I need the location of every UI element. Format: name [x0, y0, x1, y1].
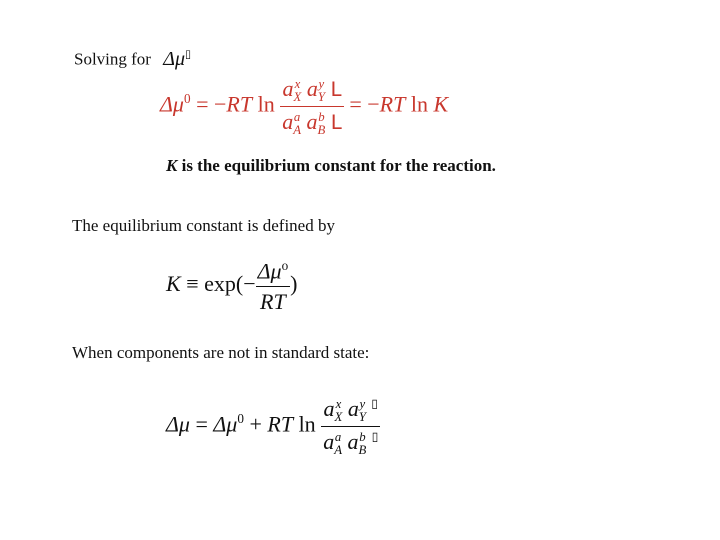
eq1-equals-minus-2: = − — [349, 91, 380, 117]
equation-k-definition — [166, 258, 298, 314]
eq3-delta-mu-zero: Δμ — [213, 411, 238, 437]
equation-delta-mu-general — [166, 396, 380, 456]
eq3-rt: RT — [267, 411, 294, 437]
eq3-sup-zero: 0 — [237, 410, 244, 426]
eq3-den-script1 — [334, 431, 342, 457]
eq1-den-sub2: B — [317, 122, 326, 137]
eq1-equals-minus: = − — [196, 91, 227, 117]
eq1-den-sub1: A — [293, 122, 301, 137]
eq1-fraction-bar — [280, 106, 344, 107]
eq1-activity-fraction — [280, 76, 344, 136]
eq3-den-sub1: A — [334, 442, 342, 457]
eq1-den-tail: L — [330, 110, 342, 134]
eq1-num-a2: a — [306, 76, 318, 101]
eq3-den-sub2: B — [358, 442, 367, 457]
eq3-num-sup1: x — [335, 397, 342, 412]
delta-mu-text: Δμ — [163, 47, 186, 70]
solving-for-line — [74, 47, 191, 71]
eq2-numerator — [256, 258, 291, 284]
eq3-den-tail: ▯ — [371, 429, 379, 444]
eq2-k: K — [166, 271, 181, 297]
solving-for-label: Solving for — [74, 49, 151, 69]
eq3-num-sub2: Y — [358, 409, 366, 424]
eq2-exp: exp(− — [204, 271, 256, 297]
eq3-den-a2: a — [347, 428, 359, 454]
eq1-den-script2 — [318, 111, 326, 137]
eq1-den-sup1: a — [293, 109, 301, 124]
eq1-num-sup2: y — [318, 77, 325, 92]
delta-mu-symbol — [163, 48, 191, 70]
eq3-num-script2 — [359, 398, 366, 424]
eq1-lhs: Δμ — [160, 91, 184, 117]
eq1-num-a1: a — [282, 76, 294, 101]
eq3-num-sub1: X — [334, 409, 343, 424]
eq2-fraction — [256, 258, 291, 314]
k-sentence-text: is the equilibrium constant for the reaction. — [177, 156, 496, 175]
eq3-num-sup2: y — [359, 397, 366, 412]
eq1-num-script2 — [318, 78, 325, 104]
eq1-den-a1: a — [282, 108, 294, 134]
eq1-rt-2: RT — [379, 91, 406, 117]
eq3-num-a2: a — [347, 396, 359, 421]
eq3-fraction-bar — [321, 426, 380, 427]
eq3-activity-fraction — [321, 396, 380, 456]
eq1-rt: RT — [226, 91, 253, 117]
eq3-den-sup1: a — [334, 429, 342, 444]
equation-delta-mu-zero — [160, 76, 448, 136]
eq1-numerator — [280, 76, 344, 104]
eq3-den-a1: a — [323, 428, 335, 454]
eq1-num-tail: L — [330, 78, 342, 101]
eq2-fraction-bar — [256, 286, 291, 287]
missing-glyph-box: ▯ — [185, 47, 192, 60]
eq3-lhs: Δμ — [166, 411, 190, 437]
eq2-equiv: ≡ — [186, 271, 199, 297]
eq1-denominator — [280, 109, 344, 137]
k-definition-sentence — [166, 156, 496, 176]
eq3-equals: = — [195, 411, 208, 437]
eq3-num-tail: ▯ — [371, 396, 379, 411]
eq2-num-sup: o — [281, 258, 289, 273]
eq2-num-text: Δμ — [257, 258, 282, 284]
eq1-den-a2: a — [306, 108, 318, 134]
eq1-ln: ln — [257, 91, 275, 117]
eq1-num-sub2: Y — [317, 89, 325, 104]
eq3-denominator — [321, 429, 380, 457]
eq2-denominator: RT — [260, 288, 286, 314]
eq1-k: K — [433, 91, 449, 117]
eq3-numerator — [321, 396, 380, 424]
eq1-num-sub1: X — [293, 89, 302, 104]
eq1-ln-2: ln — [410, 91, 428, 117]
defined-by-text: The equilibrium constant is defined by — [72, 216, 335, 235]
eq2-close-paren: ) — [290, 271, 298, 297]
k-symbol: K — [166, 156, 178, 175]
not-standard-text: When components are not in standard state: — [72, 343, 370, 362]
eq3-plus: + — [249, 411, 262, 437]
eq1-den-script1 — [293, 111, 301, 137]
eq1-num-sup1: x — [294, 77, 301, 92]
eq1-num-script1 — [294, 78, 302, 104]
eq1-sup-zero: 0 — [183, 90, 191, 106]
eq3-ln: ln — [298, 411, 316, 437]
eq3-den-script2 — [358, 431, 366, 457]
eq3-num-a1: a — [323, 396, 335, 421]
eq1-den-sup2: b — [318, 109, 325, 124]
eq3-den-sup2: b — [359, 429, 366, 444]
eq3-num-script1 — [335, 398, 343, 424]
